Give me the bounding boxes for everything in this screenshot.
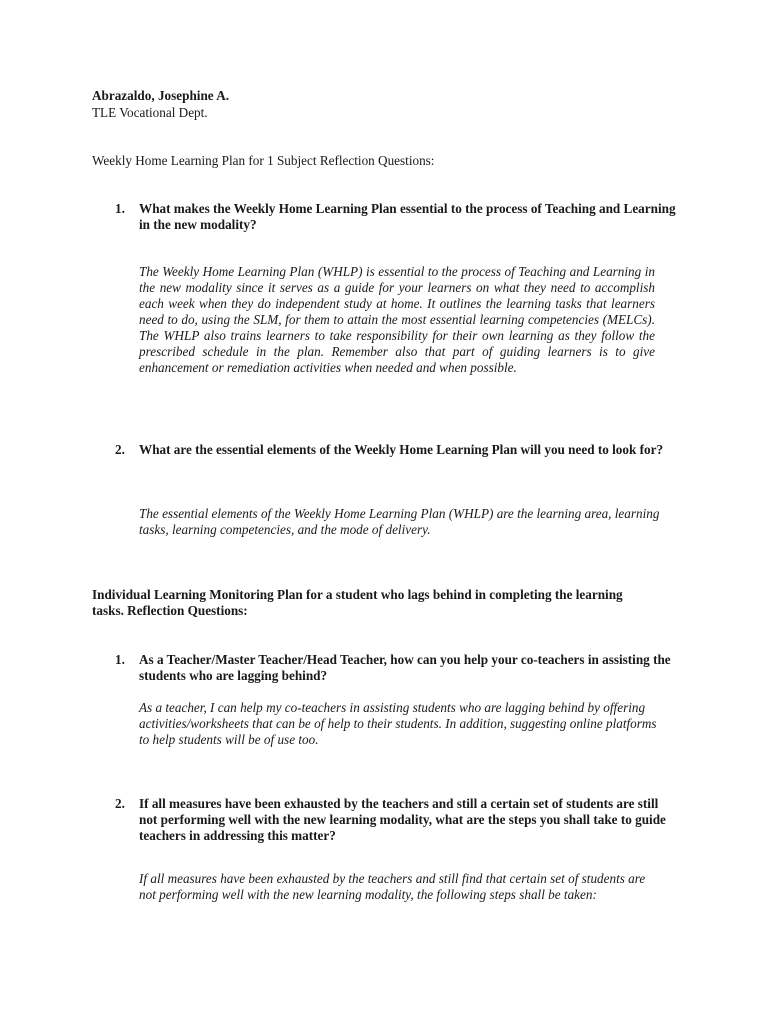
section2-answer-2: If all measures have been exhausted by the teachers and still find that certain set of students are not performing well with the new learning modality, the following steps shall be taken: [139, 871, 646, 902]
question-number: 2. [115, 442, 125, 457]
question-number: 1. [115, 201, 125, 216]
question-number: 1. [115, 652, 125, 667]
question-text: What makes the Weekly Home Learning Plan essential to the process of Teaching and Learning in the new modality? [139, 201, 676, 232]
author-name: Abrazaldo, Josephine A. [92, 88, 230, 103]
section1-answer-2: The essential elements of the Weekly Home Learning Plan (WHLP) are the learning area, learning tasks, learning competencies, and the mode of delivery. [139, 506, 660, 537]
department: TLE Vocational Dept. [92, 105, 208, 120]
section1-answer-1: The Weekly Home Learning Plan (WHLP) is essential to the process of Teaching and Learning in the new modality since it serves as a guide for your learners on what they need to accomplish each week when they do independent study at home. It outlines the learning tasks that learners need to do, using the SLM, for them to attain the most essential learning competencies (MELCs). The WHLP also trains learners to take responsibility for their own learning as they follow the prescribed schedule in the plan. Remember also that part of guiding learners is to give enhancement or remediation activities when needed and when possible. [139, 264, 655, 375]
section2-answer-1: As a teacher, I can help my co-teachers in assisting students who are lagging behind by offering activities/worksheets that can be of help to their students. In addition, suggesting online platforms to help students will be of use too. [139, 700, 657, 747]
question-text: As a Teacher/Master Teacher/Head Teacher, how can you help your co-teachers in assisting the students who are lagging behind? [139, 652, 671, 683]
question-text: What are the essential elements of the Weekly Home Learning Plan will you need to look for? [139, 442, 664, 457]
section1-title: Weekly Home Learning Plan for 1 Subject Reflection Questions: [92, 153, 435, 168]
question-text: If all measures have been exhausted by the teachers and still a certain set of students are still not performing well with the new learning modality, what are the steps you shall take to guide teachers in addressing this matter? [139, 796, 666, 843]
question-number: 2. [115, 796, 125, 811]
section2-title: Individual Learning Monitoring Plan for a student who lags behind in completing the learning tasks. Reflection Questions: [92, 587, 623, 618]
